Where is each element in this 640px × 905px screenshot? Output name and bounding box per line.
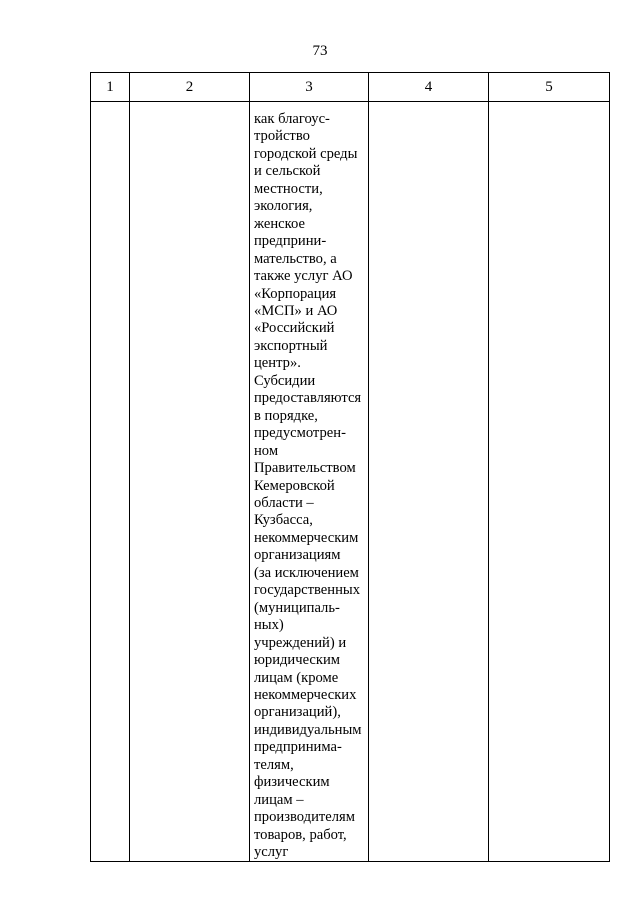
cell-text-line: предприни- — [254, 233, 327, 250]
cell-text-line: мательство, а — [254, 250, 337, 267]
cell-text-line: предусмотрен- — [254, 425, 346, 442]
cell-text-line: некоммерческих — [254, 686, 357, 703]
cell-text-line: ных) — [254, 617, 284, 634]
cell-col-3-text — [250, 102, 368, 861]
table-row — [91, 102, 610, 862]
cell-text-line: юридическим — [254, 652, 341, 669]
header-col-2: 2 — [130, 73, 250, 102]
cell-text-line: некоммерческим — [254, 529, 359, 546]
cell-text-line: тройство — [254, 128, 310, 145]
header-col-4: 4 — [369, 73, 489, 102]
cell-text-line: лицам (кроме — [254, 669, 339, 686]
cell-text-line: экспортный — [254, 337, 328, 354]
cell-text-line: и сельской — [254, 163, 321, 180]
cell-col-4 — [369, 102, 489, 862]
cell-text-line: ном — [254, 442, 279, 459]
cell-text-line: также услуг АО — [254, 268, 353, 285]
cell-text-line: производителям — [254, 809, 355, 826]
cell-text-line: лицам – — [254, 791, 304, 808]
cell-text-line: Правительством — [254, 460, 356, 477]
cell-text-line: женское — [254, 215, 305, 232]
cell-text-line: местности, — [254, 180, 323, 197]
cell-col-1 — [91, 102, 130, 862]
cell-text-line: как благоус- — [254, 111, 330, 127]
cell-text-line: области – — [254, 494, 314, 511]
header-col-5: 5 — [489, 73, 610, 102]
cell-text-line: экология, — [254, 198, 313, 215]
cell-text-line: (муниципаль- — [254, 599, 340, 616]
cell-text-line: учреждений) и — [254, 634, 347, 651]
cell-col-5 — [489, 102, 610, 862]
cell-text-line: организаций), — [254, 704, 341, 721]
table-header-row — [91, 73, 610, 102]
cell-text-line: «МСП» и АО — [254, 302, 338, 319]
cell-col-2 — [130, 102, 250, 862]
cell-text-line: в порядке, — [254, 407, 318, 424]
page-number: 73 — [312, 43, 328, 59]
cell-text-line: Кузбасса, — [254, 512, 313, 529]
cell-text-line: физическим — [254, 774, 330, 791]
cell-text-line: городской среды — [254, 145, 358, 162]
cell-text-line: (за исключением — [254, 564, 359, 581]
cell-text-line: «Российский — [254, 320, 335, 337]
cell-text-line: Кемеровской — [254, 477, 335, 494]
cell-text-line: телям, — [254, 756, 294, 773]
header-col-3: 3 — [250, 73, 369, 102]
cell-text-line: центр». — [254, 355, 301, 372]
cell-text-line: государственных — [254, 582, 361, 599]
cell-col-3 — [250, 102, 369, 862]
cell-text-line: Субсидии — [254, 372, 316, 389]
cell-text-line: организациям — [254, 547, 341, 564]
document-table — [90, 72, 610, 862]
cell-text-line: предоставляются — [254, 390, 362, 407]
cell-text-line: товаров, работ, — [254, 826, 347, 843]
cell-text-line: предпринима- — [254, 739, 342, 756]
cell-text-line: услуг — [254, 844, 289, 861]
cell-text-line: «Корпорация — [254, 285, 337, 302]
header-col-1: 1 — [91, 73, 130, 102]
cell-text-line: индивидуальным — [254, 721, 362, 738]
